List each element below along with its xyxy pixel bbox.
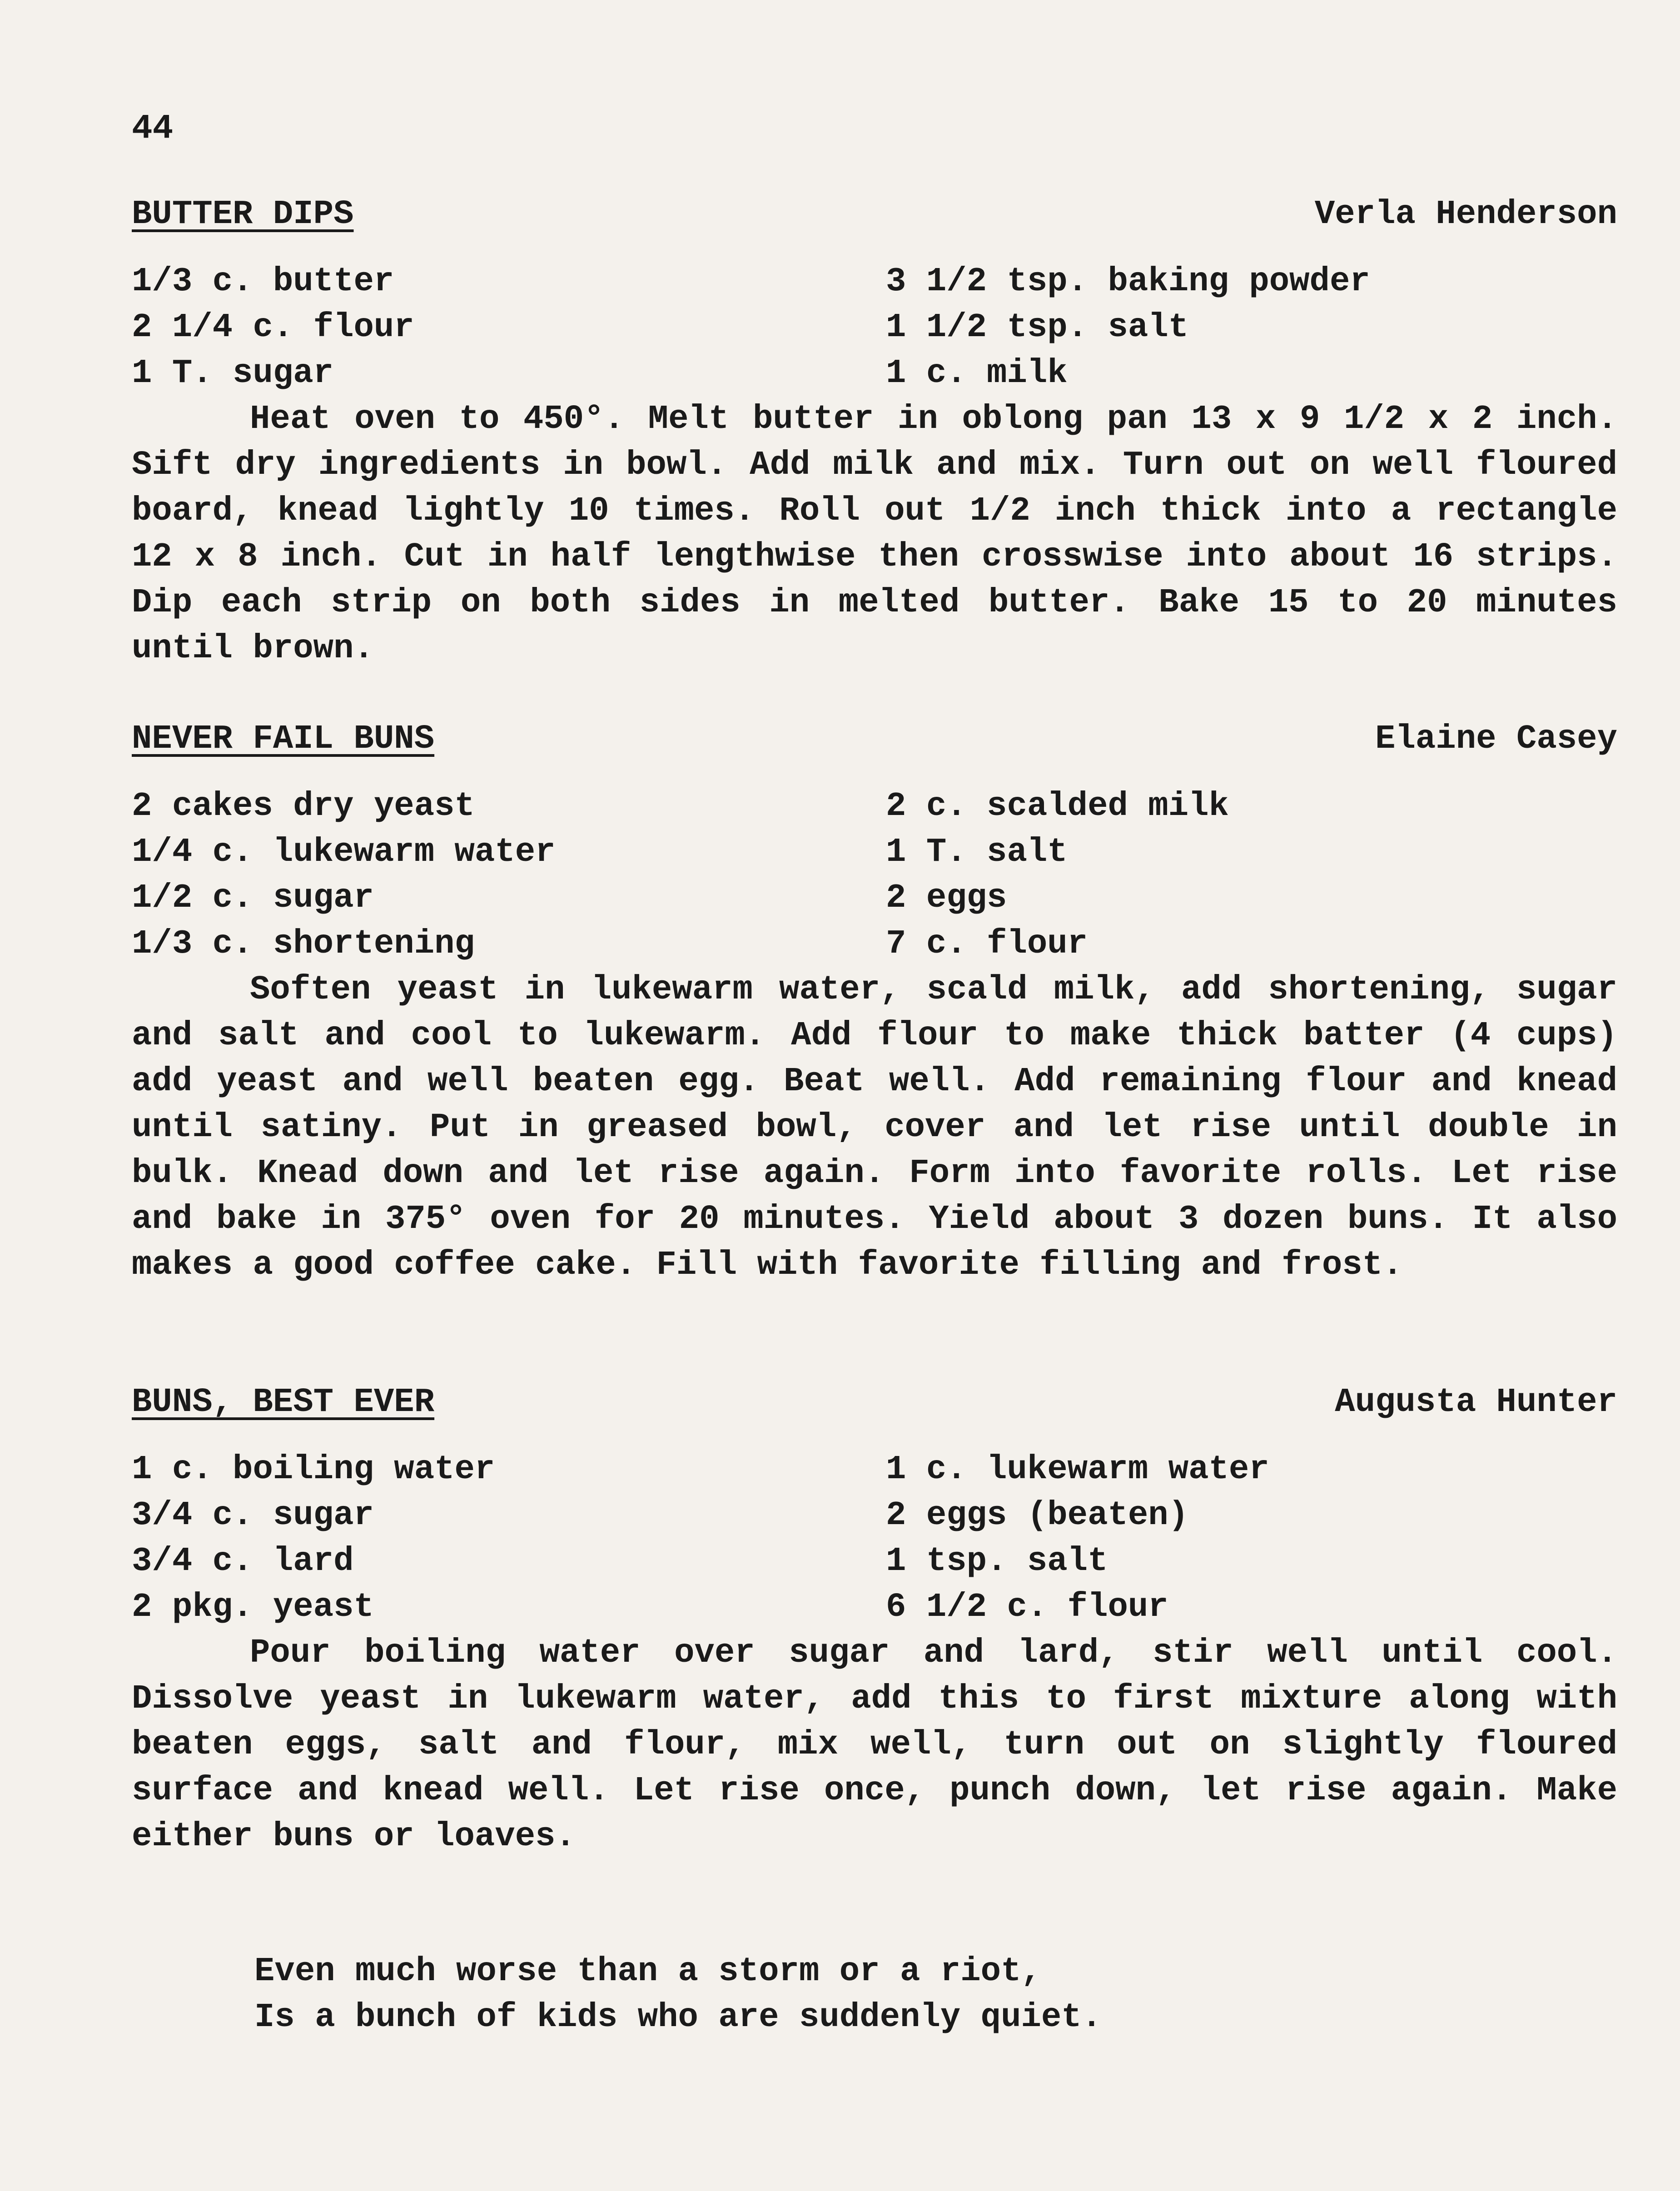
ingredient: 1 tsp. salt [886, 1542, 1108, 1580]
ingredients-left-column [132, 1447, 495, 1630]
ingredient: 2 eggs (beaten) [886, 1496, 1189, 1535]
ingredients-right-column [886, 259, 1370, 397]
recipe-butter-dips [132, 195, 1617, 668]
recipe-title: BUTTER DIPS [132, 195, 354, 234]
ingredients-left-column [132, 259, 414, 397]
ingredient: 3/4 c. lard [132, 1542, 354, 1580]
poem-line: Even much worse than a storm or a riot, [254, 1953, 1041, 1991]
ingredient: 1/2 c. sugar [132, 879, 374, 917]
ingredient: 1 c. boiling water [132, 1451, 495, 1489]
recipe-author: Augusta Hunter [1335, 1383, 1617, 1421]
ingredient-list [132, 784, 1617, 967]
ingredient: 1 c. lukewarm water [886, 1451, 1269, 1489]
recipe-directions: Soften yeast in lukewarm water, scald milk, add shortening, sugar and salt and cool to lukewarm. Add flour to make thick batter (4 cups) add yeast and well beaten egg. Beat well. Add remaining flour and knead until satiny. Put in greased bowl, cover and let rise until double in bulk. Knead down and let rise again. Form into favorite rolls. Let rise and bake in 375° oven for 20 minutes. Yield about 3 dozen buns. It also makes a good coffee cake. Fill with favorite filling and frost. [132, 971, 1617, 1284]
closing-poem [254, 1949, 1102, 2041]
ingredients-left-column [132, 784, 556, 967]
recipe-directions: Pour boiling water over sugar and lard, stir well until cool. Dissolve yeast in lukewarm water, add this to first mixture along with beaten eggs, salt and flour, mix well, turn out on slightly floured surface and knead well. Let rise once, punch down, let rise again. Make either buns or loaves. [132, 1634, 1617, 1856]
recipe-header [132, 1383, 1617, 1433]
ingredient-list [132, 259, 1617, 397]
recipe-author: Elaine Casey [1375, 720, 1617, 758]
ingredient: 2 pkg. yeast [132, 1588, 374, 1626]
ingredient: 1 1/2 tsp. salt [886, 308, 1189, 347]
recipe-author: Verla Henderson [1314, 195, 1617, 234]
recipe-header [132, 195, 1617, 245]
recipe-header [132, 720, 1617, 770]
ingredient: 1 c. milk [886, 354, 1068, 392]
ingredient: 2 c. scalded milk [886, 787, 1229, 825]
recipe-title: BUNS, BEST EVER [132, 1383, 435, 1421]
ingredient: 1/3 c. shortening [132, 925, 475, 963]
poem-line: Is a bunch of kids who are suddenly quiet. [254, 1998, 1102, 2037]
ingredients-right-column [886, 784, 1229, 967]
ingredients-right-column [886, 1447, 1269, 1630]
ingredient-list [132, 1447, 1617, 1630]
page-number: 44 [132, 109, 174, 148]
recipe-directions: Heat oven to 450°. Melt butter in oblong pan 13 x 9 1/2 x 2 inch. Sift dry ingredients in bowl. Add milk and mix. Turn out on well floured board, knead lightly 10 times. Roll out 1/2 inch thick into a rectangle 12 x 8 inch. Cut in half lengthwise then crosswise into about 16 strips. Dip each strip on both sides in melted butter. Bake 15 to 20 minutes until brown. [132, 400, 1617, 668]
ingredient: 7 c. flour [886, 925, 1088, 963]
ingredient: 3/4 c. sugar [132, 1496, 374, 1535]
ingredient: 2 cakes dry yeast [132, 787, 475, 825]
recipe-buns-best-ever [132, 1383, 1617, 1856]
ingredient: 1/3 c. butter [132, 263, 394, 301]
ingredient: 6 1/2 c. flour [886, 1588, 1168, 1626]
ingredient: 3 1/2 tsp. baking powder [886, 263, 1370, 301]
ingredient: 1 T. sugar [132, 354, 334, 392]
ingredient: 2 1/4 c. flour [132, 308, 414, 347]
recipe-never-fail-buns [132, 720, 1617, 1284]
ingredient: 2 eggs [886, 879, 1007, 917]
recipe-title: NEVER FAIL BUNS [132, 720, 435, 758]
ingredient: 1 T. salt [886, 833, 1068, 871]
ingredient: 1/4 c. lukewarm water [132, 833, 556, 871]
